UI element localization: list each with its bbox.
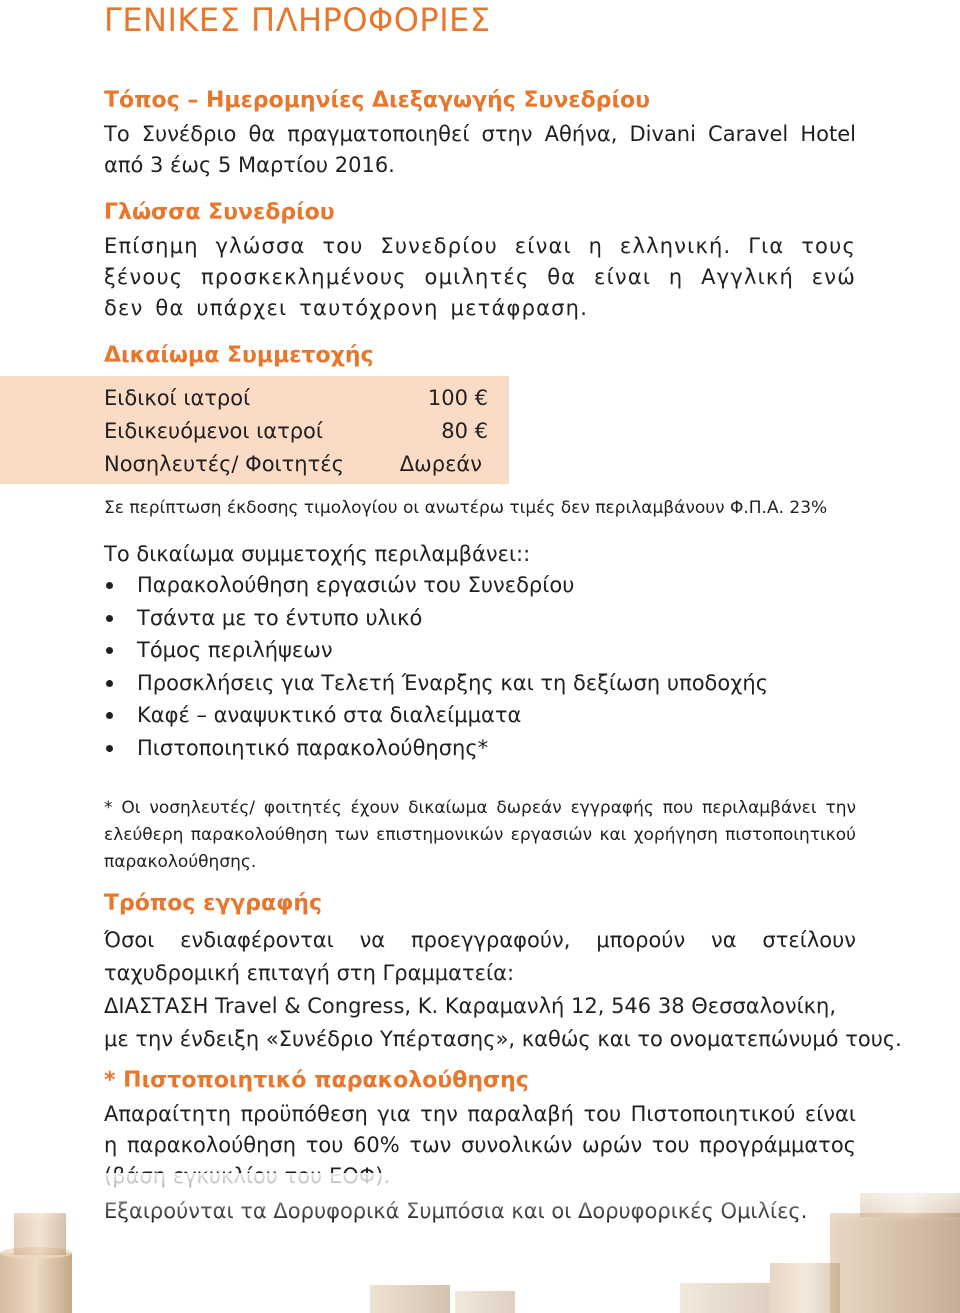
fee-value: Δωρεάν xyxy=(399,452,482,476)
registration-address: ΔΙΑΣΤΑΣΗ Travel & Congress, Κ. Καραμανλή 12, 546 38 Θεσσαλονίκη, xyxy=(104,994,837,1018)
includes-list xyxy=(104,569,768,765)
list-item xyxy=(104,699,768,732)
page-title: ΓΕΝΙΚΕΣ ΠΛΗΡΟΦΟΡΙΕΣ xyxy=(104,1,491,39)
bullet-icon xyxy=(106,745,113,752)
ruins-illustration xyxy=(0,1173,960,1313)
registration-heading: Τρόπος εγγραφής xyxy=(104,891,323,916)
vat-note: Σε περίπτωση έκδοσης τιμολογίου οι ανωτέρω τιμές δεν περιλαμβάνουν Φ.Π.Α. 23% xyxy=(104,498,828,518)
list-item xyxy=(104,602,768,635)
fee-value: 100 € xyxy=(427,386,488,410)
list-item-text: Παρακολούθηση εργασιών του Συνεδρίου xyxy=(137,573,575,597)
fees-heading: Δικαίωμα Συμμετοχής xyxy=(104,343,374,368)
bullet-icon xyxy=(106,712,113,719)
list-item xyxy=(104,667,768,700)
list-item-text: Πιστοποιητικό παρακολούθησης* xyxy=(137,735,489,760)
fee-label: Ειδικευόμενοι ιατροί xyxy=(104,419,324,443)
list-item xyxy=(104,569,768,602)
list-item-text: Προσκλήσεις για Τελετή Έναρξης και τη δεξίωση υποδοχής xyxy=(137,670,769,695)
bullet-icon xyxy=(106,647,113,654)
venue-heading: Τόπος – Ημερομηνίες Διεξαγωγής Συνεδρίου xyxy=(104,88,650,113)
fee-row xyxy=(104,415,524,447)
language-heading: Γλώσσα Συνεδρίου xyxy=(104,200,335,225)
language-text: Επίσημη γλώσσα του Συνεδρίου είναι η ελληνική. Για τους ξένους προσκεκλημένους ομιλητές θα είναι η Αγγλική ενώ δεν θα υπάρχει ταυτόχρονη μετάφραση. xyxy=(104,234,856,320)
registration-note: με την ένδειξη «Συνέδριο Υπέρτασης», καθώς και το ονοματεπώνυμό τους. xyxy=(104,1027,902,1051)
bullet-icon xyxy=(106,680,113,687)
list-item-text: Τσάντα με το έντυπο υλικό xyxy=(137,605,423,630)
registration-text: Όσοι ενδιαφέρονται να προεγγραφούν, μπορούν να στείλουν ταχυδρομική επιταγή στη Γραμματεία: xyxy=(104,928,856,985)
list-item-text: Καφέ – αναψυκτικό στα διαλείμματα xyxy=(137,703,522,728)
certificate-heading: * Πιστοποιητικό παρακολούθησης xyxy=(104,1068,529,1093)
list-item-text: Τόμος περιλήψεων xyxy=(137,638,333,663)
includes-intro: Το δικαίωμα συμμετοχής περιλαμβάνει:: xyxy=(104,542,531,566)
fee-row xyxy=(104,448,524,480)
fee-label: Νοσηλευτές/ Φοιτητές xyxy=(104,452,344,476)
certificate-text: Απαραίτητη προϋπόθεση για την παραλαβή του Πιστοποιητικού είναι η παρακολούθηση του 60% των συνολικών ωρών του προγράμματος xyxy=(104,1102,856,1157)
bullet-icon xyxy=(106,615,113,622)
fee-value: 80 € xyxy=(441,419,488,443)
footnote: * Οι νοσηλευτές/ φοιτητές έχουν δικαίωμα δωρεάν εγγραφής που περιλαμβάνει την ελεύθερη παρακολούθηση των επιστημονικών εργασιών και χορήγηση πιστοποιητικού παρακολούθησης. xyxy=(104,798,856,872)
bullet-icon xyxy=(106,582,113,589)
venue-text: Το Συνέδριο θα πραγματοποιηθεί στην Αθήνα, Divani Caravel Hotel από 3 έως 5 Μαρτίου 2016. xyxy=(104,122,856,177)
list-item xyxy=(104,634,768,667)
list-item xyxy=(104,732,768,765)
fee-row xyxy=(104,382,524,414)
fee-label: Ειδικοί ιατροί xyxy=(104,386,251,410)
